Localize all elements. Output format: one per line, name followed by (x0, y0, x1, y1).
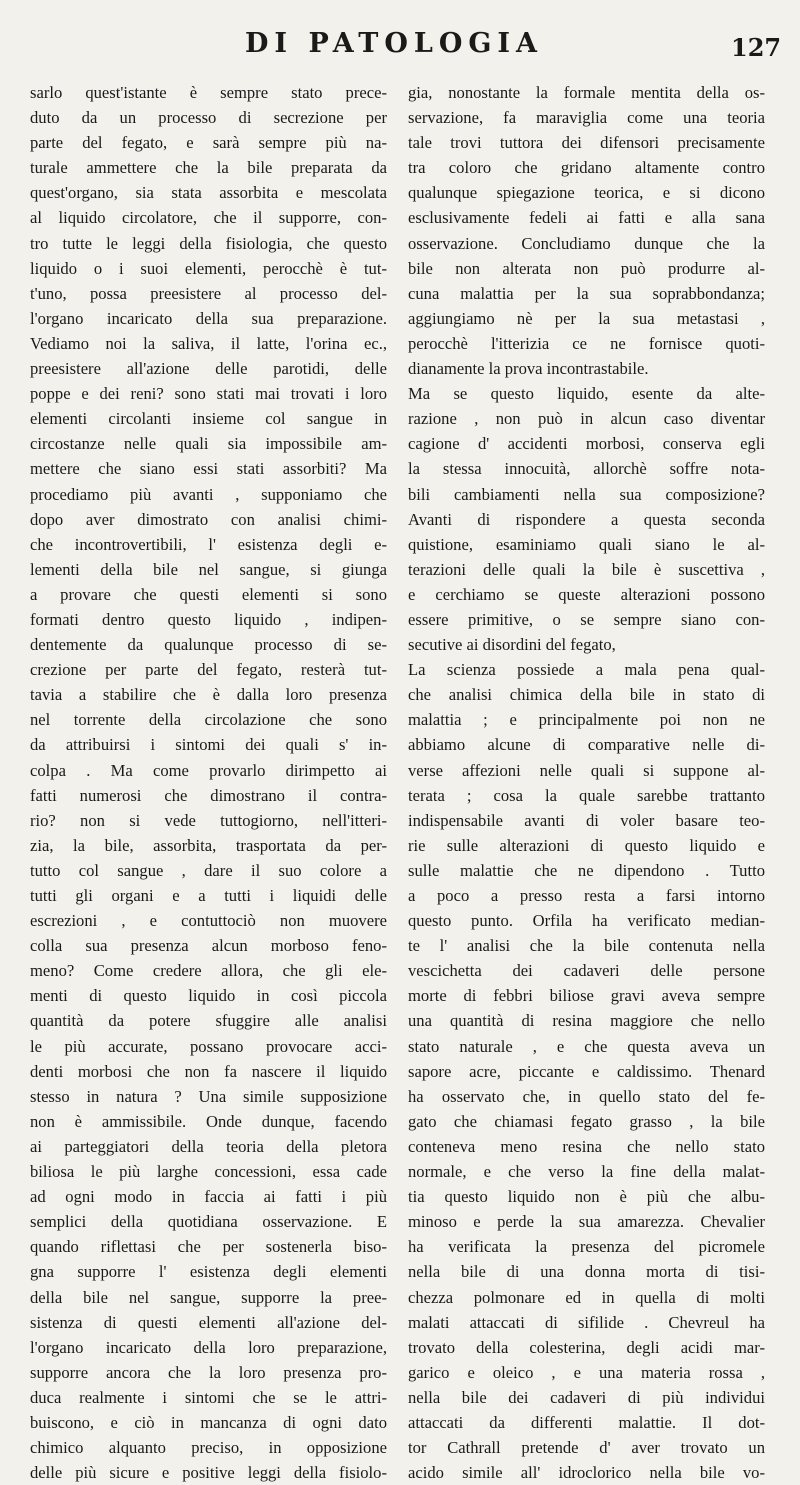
text-line: terata ; cosa la quale sarebbe trattanto (408, 785, 765, 805)
text-line: essere primitive, o se sempre siano con- (408, 609, 765, 629)
text-line: gato che chiamasi fegato grasso , la bile (408, 1111, 765, 1131)
text-line: procediamo più avanti , supponiamo che (30, 484, 387, 504)
text-line: semplici della quotidiana osservazione. E (30, 1212, 387, 1232)
text-line: quantità da potere sfuggire alle analisi (30, 1011, 387, 1031)
text-line: la stessa innocuità, allorchè soffre nota- (408, 459, 765, 479)
text-line: morte di febbri biliose gravi aveva sempre (408, 986, 765, 1006)
text-line: acido simile all' idroclorico nella bile vo- (408, 1463, 765, 1483)
text-line: secutive ai disordini del fegato, (408, 635, 616, 655)
text-line: le più accurate, possano provocare acci- (30, 1036, 387, 1056)
text-line: minoso e perde la sua amarezza. Chevalier (408, 1212, 765, 1232)
text-line: da attribuirsi i sintomi dei quali s' in- (30, 735, 387, 755)
text-line: crezione per parte del fegato, resterà tut- (30, 660, 387, 680)
text-line: gia, nonostante la formale mentita della os- (408, 83, 765, 102)
text-line: stato naturale , e che questa aveva un (408, 1036, 765, 1056)
text-line: tutti gli organi e a tutti i liquidi delle (30, 886, 387, 905)
text-line: e cerchiamo se queste alterazioni possono (408, 584, 765, 604)
text-line: duca realmente i sintomi che se le attri- (30, 1387, 387, 1407)
text-line: al liquido circolatore, che il supporre, con- (30, 208, 387, 228)
text-line: ha verificata la presenza del picromele (408, 1237, 765, 1257)
text-line: meno? Come credere allora, che gli ele- (30, 961, 387, 981)
text-line: l'organo incaricato della loro preparazione, (30, 1337, 387, 1357)
text-line: tavia a stabilire che è dalla loro presenza (30, 685, 387, 705)
text-line: Ma se questo liquido, esente da alte- (408, 384, 765, 404)
text-line: menti di questo liquido in così piccola (30, 986, 387, 1006)
text-line: che analisi chimica della bile in stato di (408, 685, 765, 705)
text-line: poppe e dei reni? sono stati mai trovati i loro (30, 384, 387, 404)
text-line: escrezioni , e contuttociò non muovere (30, 911, 387, 931)
text-line: gna supporre l' esistenza degli elementi (30, 1262, 387, 1282)
right-text-column (408, 80, 765, 1485)
text-line: quest'organo, sia stata assorbita e mescolata (30, 183, 387, 203)
text-line: malati attaccati di sifilide . Chevreul ha (408, 1312, 765, 1332)
text-line: chezza polmonare ed in quella di molti (408, 1287, 765, 1307)
text-line: t'uno, possa preesistere al processo del- (30, 283, 387, 303)
text-line: duto da un processo di secrezione per (30, 108, 387, 128)
right-column-text (408, 80, 765, 1485)
text-line: nella bile di una donna morta di tisi- (408, 1262, 765, 1282)
text-line: verse affezioni nelle quali si suppone al- (408, 760, 765, 780)
left-column-text (30, 80, 387, 1485)
text-line: tor Cathrall pretende d' aver trovato un (408, 1438, 765, 1458)
text-line: questo punto. Orfila ha verificato median- (408, 911, 765, 931)
text-line: fatti numerosi che dimostrano il contra- (30, 785, 387, 805)
text-line: tro tutte le leggi della fisiologia, che questo (30, 233, 387, 253)
text-line: sistenza di questi elementi all'azione del- (30, 1312, 387, 1332)
text-line: chimico alquanto preciso, in opposizione (30, 1438, 387, 1458)
text-line: quistione, esaminiamo quali siano le al- (408, 534, 765, 554)
text-line: terazioni delle quali la bile è suscettiva , (408, 559, 765, 579)
text-line: stesso in natura ? Una simile supposizione (30, 1086, 387, 1106)
text-line: aggiungiamo nè per la sua metastasi , (408, 308, 765, 328)
text-line: ai parteggiatori della teoria della pletora (30, 1136, 387, 1156)
text-line: perocchè l'itterizia ce ne fornisce quoti- (408, 333, 765, 353)
text-line: quando riflettasi che per sostenerla biso- (30, 1237, 387, 1257)
text-line: colla sua presenza alcun morboso feno- (30, 936, 387, 956)
text-line: denti morbosi che non fa nascere il liquido (30, 1061, 387, 1081)
text-line: bili cambiamenti nella sua composizione? (408, 484, 765, 504)
text-line: delle più sicure e positive leggi della fisiolo- (30, 1463, 387, 1483)
text-line: biliosa le più larghe concessioni, essa cade (30, 1162, 387, 1182)
text-line: mettere che siano essi stati assorbiti? Ma (30, 459, 387, 479)
text-line: supporre ancora che la loro presenza pro- (30, 1362, 387, 1382)
text-line: razione , non può in alcun caso diventar (408, 409, 765, 429)
text-line: cagione d' accidenti morbosi, conserva egli (408, 434, 765, 454)
text-line: liquido o i suoi elementi, perocchè è tut- (30, 258, 387, 278)
text-line: ad ogni modo in faccia ai fatti i più (30, 1187, 387, 1207)
text-line: te l' analisi che la bile contenuta nella (408, 936, 765, 956)
text-line: cuna malattia per la sua soprabbondanza; (408, 283, 765, 303)
text-line: garico e oleico , e una materia rossa , (408, 1362, 765, 1382)
text-line: esclusivamente fedeli ai fatti e alla sana (408, 208, 765, 228)
left-text-column (30, 80, 387, 1485)
text-line: tutto col sangue , dare il suo colore a (30, 860, 387, 880)
text-line: vescichetta dei cadaveri delle persone (408, 961, 765, 981)
text-line: formati dentro questo liquido , indipen- (30, 609, 387, 629)
text-line: sulle malattie che ne dipendono . Tutto (408, 860, 765, 880)
text-line: Vediamo noi la saliva, il latte, l'orina ec., (30, 333, 387, 353)
text-line: attaccati da differenti malattie. Il dot- (408, 1412, 765, 1432)
text-line: circostanze nelle quali sia impossibile am- (30, 434, 387, 454)
text-line: a poco a presso resta a farsi intorno (408, 886, 765, 905)
text-line: tra coloro che gridano altamente contro (408, 158, 765, 178)
text-line: che incontrovertibili, l' esistenza degli e- (30, 534, 387, 554)
text-line: non è ammissibile. Onde dunque, facendo (30, 1111, 387, 1131)
text-line: nel torrente della circolazione che sono (30, 710, 387, 730)
text-line: servazione, fa maraviglia come una teoria (408, 108, 765, 128)
text-line: turale ammettere che la bile preparata da (30, 158, 387, 178)
text-line: rie sulle alterazioni di questo liquido e (408, 835, 765, 855)
page-header (0, 0, 800, 72)
text-line: parte del fegato, e sarà sempre più na- (30, 133, 387, 153)
text-line: osservazione. Concludiamo dunque che la (408, 233, 765, 253)
text-line: normale, e che verso la fine della malat- (408, 1162, 765, 1182)
text-line: La scienza possiede a mala pena qual- (408, 660, 765, 680)
text-line: della bile nel sangue, supporre la pree- (30, 1287, 387, 1307)
text-line: tia questo liquido non è più che albu- (408, 1187, 765, 1207)
text-line: bile non alterata non può produrre al- (408, 258, 765, 278)
running-title: DI PATOLOGIA (245, 28, 544, 59)
text-line: buiscono, e ciò in mancanza di ogni dato (30, 1412, 387, 1432)
text-line: indispensabile avanti di voler basare teo- (408, 810, 765, 830)
text-line: ha osservato che, in quello stato del fe- (408, 1086, 765, 1106)
text-line: sapore acre, piccante e caldissimo. Thenard (408, 1061, 765, 1081)
text-line: conteneva meno resina che nello stato (408, 1136, 765, 1156)
page-number: 127 (731, 33, 782, 62)
text-line: rio? non si vede tuttogiorno, nell'itteri- (30, 810, 387, 830)
text-line: colpa . Ma come provarlo dirimpetto ai (30, 760, 387, 780)
text-line: Avanti di rispondere a questa seconda (408, 509, 765, 529)
text-line: dopo aver dimostrato con analisi chimi- (30, 509, 387, 529)
text-line: malattia ; e principalmente poi non ne (408, 710, 765, 730)
text-line: preesistere all'azione delle parotidi, delle (30, 359, 387, 379)
text-line: sarlo quest'istante è sempre stato prece- (30, 83, 387, 102)
text-line: abbiamo alcune di comparative nelle di- (408, 735, 765, 755)
text-line: una quantità di resina maggiore che nello (408, 1011, 765, 1031)
text-line: trovato della colesterina, degli acidi mar- (408, 1337, 765, 1357)
text-line: elementi circolanti insieme col sangue in (30, 409, 387, 429)
text-line: a provare che questi elementi si sono (30, 584, 387, 604)
text-line: lementi della bile nel sangue, si giunga (30, 559, 387, 579)
text-line: dianamente la prova incontrastabile. (408, 359, 649, 379)
text-line: qualunque spiegazione teorica, e si dicono (408, 183, 765, 203)
text-line: dentemente da qualunque processo di se- (30, 635, 387, 655)
text-line: tale trovi tuttora dei difensori precisamente (408, 133, 765, 153)
text-line: nella bile dei cadaveri di più individui (408, 1387, 765, 1407)
text-line: zia, la bile, assorbita, trasportata da per- (30, 835, 387, 855)
text-line: l'organo incaricato della sua preparazione. (30, 308, 387, 328)
